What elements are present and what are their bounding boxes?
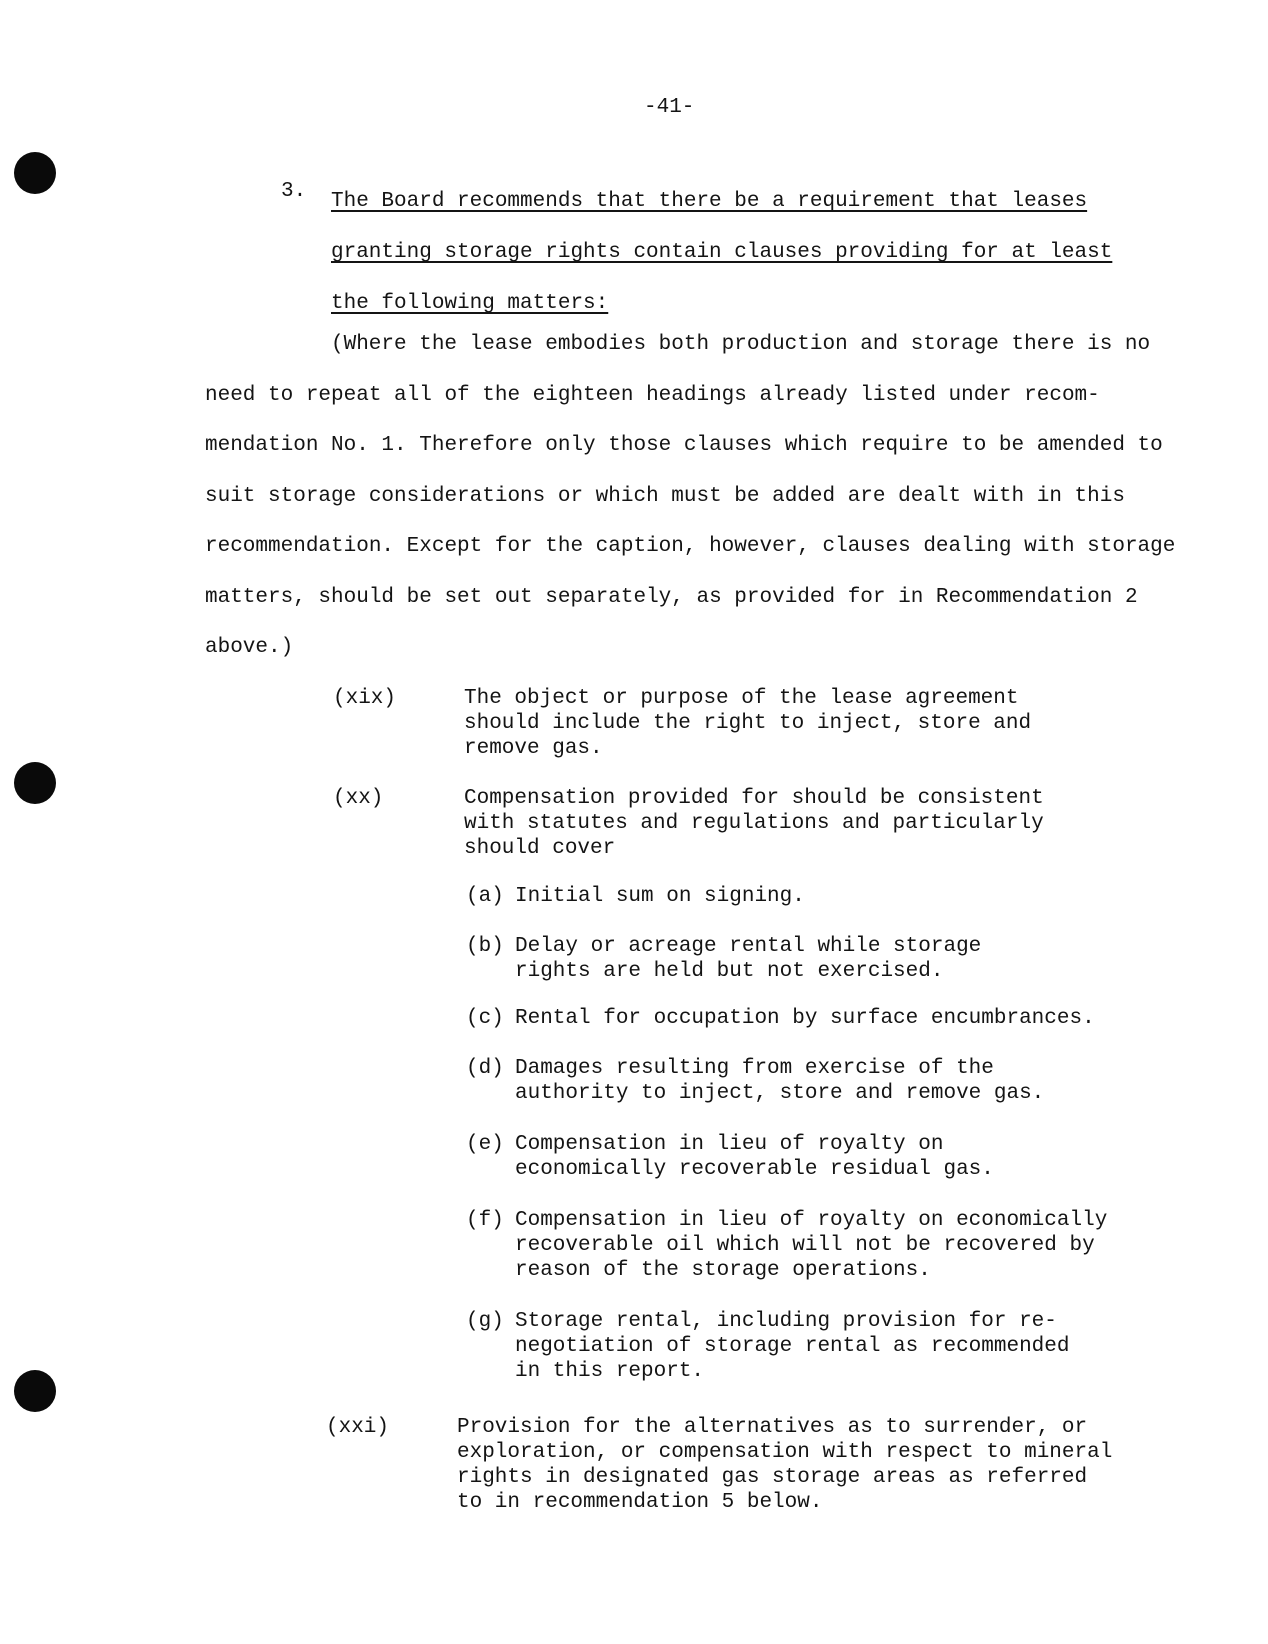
- subitem-label: (c): [466, 1007, 504, 1030]
- subitem-line: economically recoverable residual gas.: [515, 1158, 994, 1181]
- subitem-text: [515, 1006, 1155, 1031]
- clause-line: with statutes and regulations and particularly: [464, 812, 1044, 835]
- subitem-text: [515, 1309, 1155, 1384]
- page-number: -41-: [644, 96, 695, 119]
- clause-text: [464, 686, 1164, 761]
- subitem-line: Delay or acreage rental while storage: [515, 935, 982, 958]
- heading-line: granting storage rights contain clauses providing for at least: [331, 241, 1113, 264]
- clause-label: (xix): [333, 687, 397, 710]
- subitem-text: [515, 934, 1155, 984]
- punch-hole-middle: [14, 762, 56, 804]
- explanatory-paragraph: (Where the lease embodies both production and storage there is no need to repeat all of the eighteen headings already listed under recom- mendation No. 1. Therefore only those clauses which require to be amended to suit storage considerations or which must be added are dealt with in this recommendation. Except for the caption, however, clauses dealing with storage matters, should be set out separately, as provided for in Recommendation 2 above.): [205, 333, 1176, 659]
- subitem-line: authority to inject, store and remove gas.: [515, 1082, 1045, 1105]
- clause-line: should include the right to inject, store and: [464, 712, 1032, 735]
- clause-text: [464, 786, 1164, 861]
- clause-line: Compensation provided for should be consistent: [464, 787, 1044, 810]
- clause-line: remove gas.: [464, 737, 603, 760]
- subitem-text: [515, 1132, 1155, 1182]
- subitem-line: recoverable oil which will not be recovered by: [515, 1234, 1095, 1257]
- subitem-text: [515, 1208, 1155, 1283]
- subitem-line: Storage rental, including provision for re-: [515, 1310, 1057, 1333]
- clause-line: Provision for the alternatives as to surrender, or: [457, 1416, 1088, 1439]
- subitem-line: Damages resulting from exercise of the: [515, 1057, 994, 1080]
- subitem-label: (g): [466, 1310, 504, 1333]
- clause-line: exploration, or compensation with respect to mineral: [457, 1441, 1113, 1464]
- clause-text: [457, 1415, 1157, 1515]
- subitem-label: (b): [466, 935, 504, 958]
- subitem-label: (f): [466, 1209, 504, 1232]
- subitem-text: [515, 884, 1155, 909]
- subitem-line: negotiation of storage rental as recommended: [515, 1335, 1070, 1358]
- clause-line: should cover: [464, 837, 616, 860]
- subitem-label: (e): [466, 1133, 504, 1156]
- clause-label: (xxi): [326, 1416, 390, 1439]
- clause-line: rights in designated gas storage areas as referred: [457, 1466, 1088, 1489]
- subitem-text: [515, 1056, 1155, 1106]
- clause-line: to in recommendation 5 below.: [457, 1491, 823, 1514]
- subitem-line: Compensation in lieu of royalty on: [515, 1133, 944, 1156]
- subitem-line: reason of the storage operations.: [515, 1259, 931, 1282]
- heading-line: The Board recommends that there be a requirement that leases: [331, 190, 1088, 213]
- subitem-line: rights are held but not exercised.: [515, 960, 944, 983]
- subitem-line: in this report.: [515, 1360, 705, 1383]
- recommendation-number: 3.: [281, 180, 307, 203]
- subitem-line: Rental for occupation by surface encumbrances.: [515, 1007, 1095, 1030]
- subitem-line: Initial sum on signing.: [515, 885, 805, 908]
- punch-hole-bottom: [14, 1370, 56, 1412]
- subitem-label: (a): [466, 885, 504, 908]
- recommendation-heading: [331, 176, 1151, 329]
- heading-line: the following matters:: [331, 292, 609, 315]
- subitem-label: (d): [466, 1057, 504, 1080]
- clause-line: The object or purpose of the lease agreement: [464, 687, 1019, 710]
- punch-hole-top: [14, 152, 56, 194]
- clause-label: (xx): [333, 787, 384, 810]
- subitem-line: Compensation in lieu of royalty on economically: [515, 1209, 1108, 1232]
